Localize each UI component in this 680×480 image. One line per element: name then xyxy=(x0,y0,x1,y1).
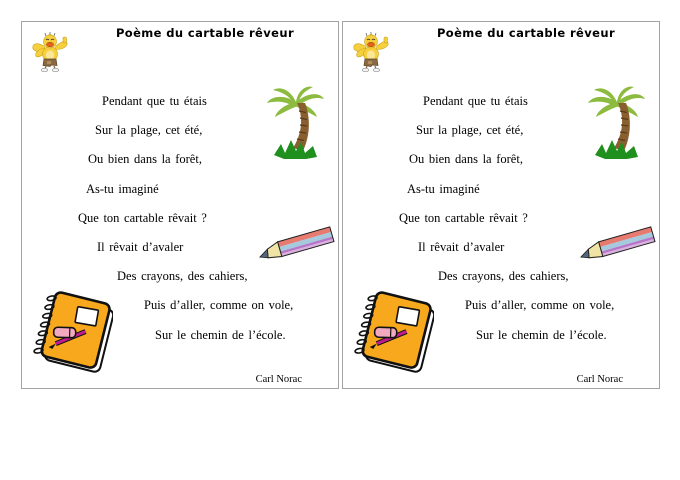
poem-line: Puis d’aller, comme on vole, xyxy=(144,298,294,313)
chick-mascot-icon xyxy=(352,32,390,72)
poem-line: Sur le chemin de l’école. xyxy=(476,327,607,342)
poem-line: Sur la plage, cet été, xyxy=(416,123,524,138)
poem-line: Sur le chemin de l’école. xyxy=(155,327,286,342)
card-title: Poème du cartable rêveur xyxy=(436,26,616,40)
poem-line: Sur la plage, cet été, xyxy=(95,123,203,138)
poem-line: Il rêvait d’avaler xyxy=(418,239,505,254)
pencil-icon xyxy=(255,223,337,266)
poem-line: Il rêvait d’avaler xyxy=(97,239,184,254)
poem-line: Que ton cartable rêvait ? xyxy=(399,210,528,225)
notebook-icon xyxy=(350,288,434,378)
poem-line: Que ton cartable rêvait ? xyxy=(78,210,207,225)
poem-card-right xyxy=(342,21,660,389)
card-title: Poème du cartable rêveur xyxy=(115,26,295,40)
poem-line: As-tu imaginé xyxy=(86,181,159,196)
poem-line: Puis d’aller, comme on vole, xyxy=(465,298,615,313)
pencil-icon xyxy=(576,223,658,266)
poem-line: Des crayons, des cahiers, xyxy=(438,269,569,284)
poem-card-left xyxy=(21,21,339,389)
poem-line: Pendant que tu étais xyxy=(423,94,528,108)
poem-line: Pendant que tu étais xyxy=(102,94,207,108)
chick-mascot-icon xyxy=(31,32,69,72)
poem-line: Ou bien dans la forêt, xyxy=(409,152,523,167)
author-name: Carl Norac xyxy=(576,374,623,385)
poem-line: As-tu imaginé xyxy=(407,181,480,196)
poem-line: Des crayons, des cahiers, xyxy=(117,269,248,284)
author-name: Carl Norac xyxy=(255,374,302,385)
poem-line: Ou bien dans la forêt, xyxy=(88,152,202,167)
notebook-icon xyxy=(29,288,113,378)
